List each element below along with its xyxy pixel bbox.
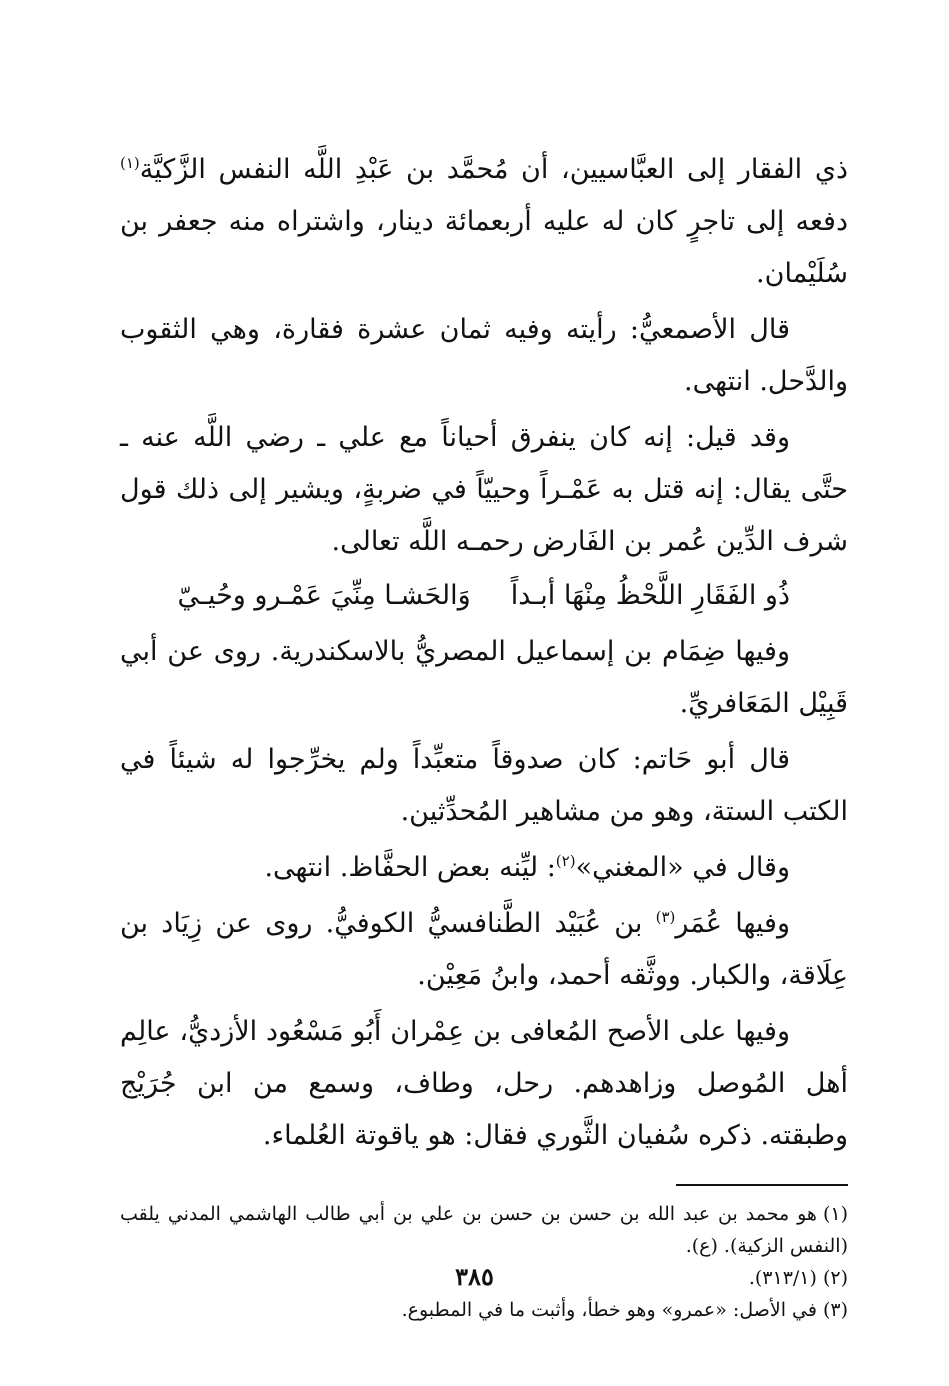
footnote-2: (٢)(٣١٣/١).: [120, 1262, 848, 1294]
paragraph-6: وقال في «المغني»$^{(٢)}$: ليِّنه بعض الحفَّاظ. انتهى.: [264, 852, 790, 883]
footnote-ref-2[interactable]: (٢): [555, 852, 576, 870]
paragraph-7: وفيها عُمَر$^{(٣)}$ بن عُبَيْد الطَّنافسيُّ الكوفيُّ. روى عن زِيَاد بن عِلَاقة، والكبار. ووثَّقه أحمد، وابنُ مَعِيْن.: [120, 908, 848, 991]
paragraph-1: ذي الفقار إلى العبَّاسيين، أن مُحمَّد بن عَبْدِ اللَّه النفس الزَّكيَّة$^{(١)}$ دفعه إلى تاجرٍ كان له عليه أربعمائة دينار، واشتراه منه جعفر بن سُلَيْمان.: [120, 154, 848, 289]
paragraph-8: وفيها على الأصح المُعافى بن عِمْران أَبُو مَسْعُود الأزديُّ، عالِم أهل المُوصل وزاهدهم. رحل، وطاف، وسمع من ابن جُرَيْج وطبقته. ذكره سُفيان الثَّوري فقال: هو ياقوتة العُلماء.: [120, 1016, 848, 1151]
poem-verse: [120, 570, 848, 622]
paragraph-4: وفيها ضِمَام بن إسماعيل المصريُّ بالاسكندرية. روى عن أبي قَبِيْل المَعَافريِّ.: [120, 636, 848, 719]
footnote-divider: [676, 1184, 848, 1186]
footnote-3: (٣)في الأصل: «عمرو» وهو خطأ، وأثبت ما في المطبوع.: [120, 1294, 848, 1326]
footnote-ref-3[interactable]: (٣): [655, 908, 676, 926]
footnote-number: (٣): [822, 1299, 848, 1321]
footnote-number: (٢): [822, 1267, 848, 1289]
paragraph-2: قال الأصمعيُّ: رأيته وفيه ثمان عشرة فقارة، وهي الثقوب والدَّحل. انتهى.: [120, 314, 848, 397]
paragraph-3: وقد قيل: إنه كان ينفرق أحياناً مع علي ـ رضي اللَّه عنه ـ حتَّى يقال: إنه قتل به عَمْـراً وحييّاً في ضربةٍ، ويشير إلى ذلك قول شرف الدِّين عُمر بن الفَارض رحمـه اللَّه تعالى.: [120, 422, 848, 557]
footnote-ref-1[interactable]: (١): [120, 154, 140, 172]
footnote-number: (١): [822, 1203, 848, 1225]
page-content: [120, 140, 848, 1326]
verse-second-hemistich: وَالحَشـا مِنِّيَ عَمْـرو وحُيـيّ: [177, 580, 471, 611]
main-text: [120, 144, 848, 1162]
paragraph-5: قال أبو حَاتم: كان صدوقاً متعبِّداً ولم يخرِّجوا له شيئاً في الكتب الستة، وهو من مشاهير المُحدِّثين.: [120, 744, 848, 827]
verse-first-hemistich: ذُو الفَقَارِ اللَّحْظُ مِنْهَا أبـداً: [510, 580, 790, 611]
page-number: ٣٨٥: [455, 1262, 494, 1291]
footnote-1: (١)هو محمد بن عبد الله بن حسن بن حسن بن علي بن أبي طالب الهاشمي المدني يلقب (النفس الزكية). (ع).: [120, 1198, 848, 1262]
